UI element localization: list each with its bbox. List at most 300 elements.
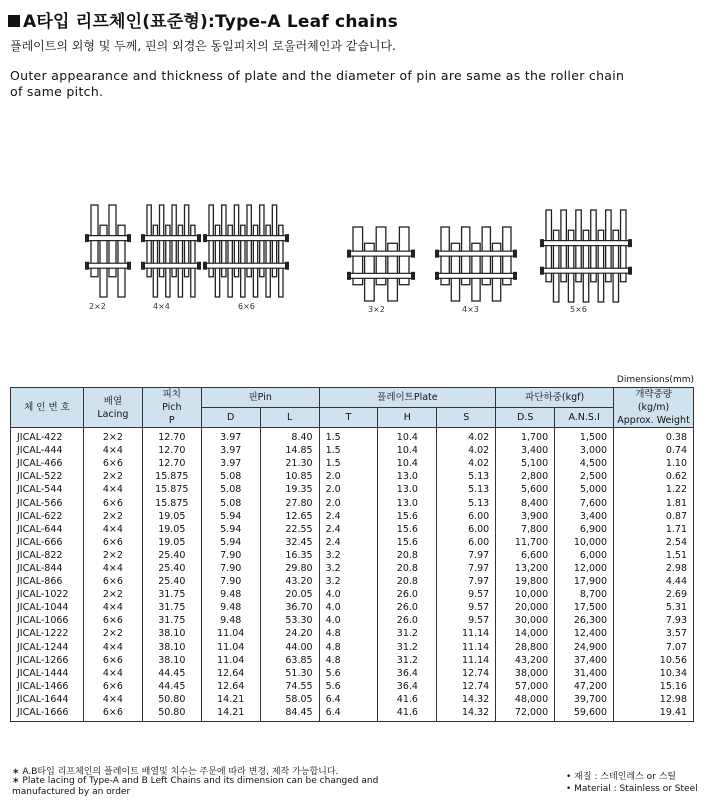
cell-plate-t: 6.4	[319, 706, 378, 722]
cell-ds: 10,000	[496, 588, 555, 601]
figure-label-3x2: 3×2	[368, 305, 385, 314]
cell-plate-t: 3.2	[319, 575, 378, 588]
cell-pin-d: 3.97	[201, 457, 260, 470]
table-row	[11, 588, 694, 601]
cell-plate-t: 3.2	[319, 562, 378, 575]
chain-figure-6x6	[203, 205, 289, 297]
cell-weight: 2.69	[614, 588, 694, 601]
cell-weight: 1.71	[614, 523, 694, 536]
cell-pin-d: 11.04	[201, 641, 260, 654]
cell-ansi: 17,500	[555, 601, 614, 614]
cell-lacing: 2×2	[83, 588, 142, 601]
cell-chain-no: JICAL-1022	[11, 588, 84, 601]
cell-ds: 57,000	[496, 680, 555, 693]
cell-ds: 72,000	[496, 706, 555, 722]
header-pitch-kr: 피치	[162, 389, 181, 400]
cell-pin-l: 16.35	[260, 549, 319, 562]
cell-plate-t: 1.5	[319, 444, 378, 457]
cell-lacing: 2×2	[83, 549, 142, 562]
cell-ansi: 3,000	[555, 444, 614, 457]
cell-plate-h: 41.6	[378, 693, 437, 706]
cell-pitch: 50.80	[142, 693, 201, 706]
cell-pitch: 50.80	[142, 706, 201, 722]
cell-ds: 7,800	[496, 523, 555, 536]
cell-pin-l: 29.80	[260, 562, 319, 575]
cell-plate-h: 20.8	[378, 549, 437, 562]
description-english: Outer appearance and thickness of plate and the diameter of pin are same as the roller chain of same pitch.	[10, 68, 625, 99]
cell-lacing: 2×2	[83, 627, 142, 640]
cell-weight: 1.51	[614, 549, 694, 562]
cell-ansi: 6,900	[555, 523, 614, 536]
cell-weight: 1.10	[614, 457, 694, 470]
header-chain-no: 체 인 번 호	[11, 388, 84, 428]
cell-lacing: 6×6	[83, 706, 142, 722]
cell-ds: 13,200	[496, 562, 555, 575]
table-row	[11, 693, 694, 706]
cell-ds: 1,700	[496, 428, 555, 445]
cell-lacing: 4×4	[83, 601, 142, 614]
cell-plate-t: 2.0	[319, 496, 378, 509]
header-pin: 핀Pin	[201, 388, 319, 408]
cell-pitch: 19.05	[142, 536, 201, 549]
cell-plate-s: 6.00	[437, 510, 496, 523]
cell-pitch: 38.10	[142, 627, 201, 640]
cell-plate-h: 15.6	[378, 536, 437, 549]
cell-plate-t: 4.8	[319, 654, 378, 667]
figure-label-2x2: 2×2	[89, 302, 106, 311]
cell-pitch: 25.40	[142, 549, 201, 562]
table-row	[11, 536, 694, 549]
cell-pin-d: 5.94	[201, 510, 260, 523]
cell-ds: 5,600	[496, 483, 555, 496]
cell-pitch: 38.10	[142, 641, 201, 654]
cell-plate-t: 4.8	[319, 627, 378, 640]
chain-figure-4x4	[141, 205, 201, 297]
header-weight-kr: 개략중량	[635, 389, 672, 400]
table-row	[11, 428, 694, 445]
material-korean: • 재질 : 스테인레스 or 스틸	[566, 772, 677, 782]
cell-ds: 19,800	[496, 575, 555, 588]
cell-pin-d: 14.21	[201, 706, 260, 722]
cell-ansi: 8,700	[555, 588, 614, 601]
cell-weight: 2.54	[614, 536, 694, 549]
cell-ansi: 17,900	[555, 575, 614, 588]
cell-plate-t: 4.8	[319, 641, 378, 654]
cell-ansi: 31,400	[555, 667, 614, 680]
header-breaking-load: 파단하중(kgf)	[496, 388, 614, 408]
cell-pin-d: 14.21	[201, 693, 260, 706]
cell-lacing: 6×6	[83, 654, 142, 667]
cell-plate-s: 5.13	[437, 483, 496, 496]
cell-plate-t: 2.0	[319, 470, 378, 483]
spec-table-body	[11, 428, 694, 722]
cell-pin-d: 7.90	[201, 562, 260, 575]
cell-ansi: 39,700	[555, 693, 614, 706]
cell-ds: 6,600	[496, 549, 555, 562]
cell-weight: 19.41	[614, 706, 694, 722]
table-row	[11, 510, 694, 523]
table-row	[11, 496, 694, 509]
header-pin-d: D	[201, 408, 260, 428]
cell-pin-d: 3.97	[201, 444, 260, 457]
cell-ds: 3,900	[496, 510, 555, 523]
cell-ds: 38,000	[496, 667, 555, 680]
cell-plate-s: 9.57	[437, 588, 496, 601]
table-row	[11, 523, 694, 536]
cell-ansi: 7,600	[555, 496, 614, 509]
cell-plate-t: 4.0	[319, 601, 378, 614]
cell-chain-no: JICAL-544	[11, 483, 84, 496]
figure-label-5x6: 5×6	[570, 305, 587, 314]
cell-pin-l: 24.20	[260, 627, 319, 640]
cell-chain-no: JICAL-1644	[11, 693, 84, 706]
cell-pitch: 44.45	[142, 680, 201, 693]
header-weight-unit: (kg/m)	[637, 402, 670, 413]
header-pitch-en: Pich	[162, 402, 182, 413]
cell-ds: 5,100	[496, 457, 555, 470]
cell-pitch: 31.75	[142, 588, 201, 601]
cell-plate-t: 5.6	[319, 680, 378, 693]
cell-weight: 1.22	[614, 483, 694, 496]
cell-pitch: 38.10	[142, 654, 201, 667]
cell-pin-l: 22.55	[260, 523, 319, 536]
cell-pin-l: 84.45	[260, 706, 319, 722]
cell-pitch: 12.70	[142, 457, 201, 470]
cell-pitch: 19.05	[142, 523, 201, 536]
cell-weight: 0.87	[614, 510, 694, 523]
cell-plate-s: 4.02	[437, 444, 496, 457]
cell-ds: 20,000	[496, 601, 555, 614]
cell-plate-h: 36.4	[378, 680, 437, 693]
cell-ansi: 4,500	[555, 457, 614, 470]
table-row	[11, 654, 694, 667]
table-row	[11, 680, 694, 693]
cell-ds: 48,000	[496, 693, 555, 706]
cell-weight: 15.16	[614, 680, 694, 693]
cell-ds: 43,200	[496, 654, 555, 667]
cell-chain-no: JICAL-566	[11, 496, 84, 509]
cell-plate-s: 11.14	[437, 654, 496, 667]
cell-plate-h: 31.2	[378, 641, 437, 654]
cell-plate-t: 4.0	[319, 588, 378, 601]
cell-pitch: 15.875	[142, 470, 201, 483]
cell-chain-no: JICAL-644	[11, 523, 84, 536]
cell-ansi: 47,200	[555, 680, 614, 693]
cell-lacing: 2×2	[83, 510, 142, 523]
cell-plate-h: 20.8	[378, 575, 437, 588]
cell-pitch: 31.75	[142, 614, 201, 627]
cell-ansi: 12,400	[555, 627, 614, 640]
cell-ansi: 6,000	[555, 549, 614, 562]
cell-plate-s: 12.74	[437, 680, 496, 693]
cell-ds: 30,000	[496, 614, 555, 627]
cell-pin-d: 5.08	[201, 470, 260, 483]
cell-plate-s: 5.13	[437, 496, 496, 509]
table-row	[11, 601, 694, 614]
chain-figure-5x6	[540, 210, 632, 302]
cell-lacing: 4×4	[83, 693, 142, 706]
cell-plate-t: 3.2	[319, 549, 378, 562]
cell-chain-no: JICAL-622	[11, 510, 84, 523]
cell-lacing: 4×4	[83, 562, 142, 575]
cell-plate-s: 11.14	[437, 627, 496, 640]
header-lacing	[83, 388, 142, 428]
cell-pitch: 12.70	[142, 428, 201, 445]
cell-pin-l: 32.45	[260, 536, 319, 549]
cell-pitch: 31.75	[142, 601, 201, 614]
cell-ansi: 2,500	[555, 470, 614, 483]
cell-chain-no: JICAL-866	[11, 575, 84, 588]
cell-chain-no: JICAL-1044	[11, 601, 84, 614]
cell-plate-s: 5.13	[437, 470, 496, 483]
cell-plate-t: 2.4	[319, 523, 378, 536]
cell-plate-s: 6.00	[437, 523, 496, 536]
cell-ansi: 26,300	[555, 614, 614, 627]
cell-plate-h: 13.0	[378, 470, 437, 483]
cell-pin-d: 5.08	[201, 483, 260, 496]
cell-pin-d: 5.08	[201, 496, 260, 509]
cell-pin-l: 8.40	[260, 428, 319, 445]
cell-plate-h: 41.6	[378, 706, 437, 722]
spec-table	[10, 387, 694, 722]
cell-weight: 7.93	[614, 614, 694, 627]
cell-lacing: 6×6	[83, 614, 142, 627]
cell-plate-h: 15.6	[378, 510, 437, 523]
chain-figure-4x3	[435, 227, 517, 301]
cell-plate-t: 2.4	[319, 510, 378, 523]
cell-chain-no: JICAL-1266	[11, 654, 84, 667]
table-row	[11, 549, 694, 562]
header-lacing-en: Lacing	[97, 408, 129, 420]
cell-ansi: 3,400	[555, 510, 614, 523]
cell-plate-h: 10.4	[378, 444, 437, 457]
table-row	[11, 483, 694, 496]
cell-plate-h: 26.0	[378, 601, 437, 614]
cell-pin-l: 10.85	[260, 470, 319, 483]
cell-chain-no: JICAL-422	[11, 428, 84, 445]
cell-weight: 2.98	[614, 562, 694, 575]
footnote-english: ∗ Plate lacing of Type-A and B Left Chains and its dimension can be changed and manufactured by an order	[12, 776, 379, 797]
cell-plate-s: 9.57	[437, 614, 496, 627]
header-pitch-sym: P	[168, 415, 175, 426]
cell-pin-d: 12.64	[201, 667, 260, 680]
header-pitch	[142, 388, 201, 428]
cell-weight: 5.31	[614, 601, 694, 614]
cell-plate-t: 6.4	[319, 693, 378, 706]
cell-pin-d: 7.90	[201, 549, 260, 562]
cell-pin-l: 19.35	[260, 483, 319, 496]
cell-pin-l: 14.85	[260, 444, 319, 457]
cell-plate-s: 7.97	[437, 562, 496, 575]
dimensions-note: Dimensions(mm)	[616, 375, 694, 385]
cell-plate-h: 26.0	[378, 614, 437, 627]
cell-plate-h: 13.0	[378, 483, 437, 496]
cell-weight: 4.44	[614, 575, 694, 588]
header-ds: D.S	[496, 408, 555, 428]
header-weight-en: Approx. Weight	[617, 415, 690, 426]
cell-lacing: 6×6	[83, 457, 142, 470]
cell-chain-no: JICAL-444	[11, 444, 84, 457]
cell-plate-s: 7.97	[437, 575, 496, 588]
cell-ansi: 59,600	[555, 706, 614, 722]
cell-weight: 12.98	[614, 693, 694, 706]
cell-plate-t: 2.0	[319, 483, 378, 496]
cell-plate-s: 7.97	[437, 549, 496, 562]
cell-plate-h: 31.2	[378, 654, 437, 667]
cell-ds: 14,000	[496, 627, 555, 640]
cell-weight: 0.38	[614, 428, 694, 445]
header-plate-h: H	[378, 408, 437, 428]
cell-pin-l: 27.80	[260, 496, 319, 509]
table-row	[11, 641, 694, 654]
cell-pin-d: 9.48	[201, 588, 260, 601]
table-row	[11, 444, 694, 457]
cell-lacing: 6×6	[83, 536, 142, 549]
chain-figure-2x2	[85, 205, 131, 297]
cell-ansi: 37,400	[555, 654, 614, 667]
cell-pin-d: 11.04	[201, 654, 260, 667]
cell-pitch: 15.875	[142, 483, 201, 496]
cell-pin-d: 3.97	[201, 428, 260, 445]
cell-plate-h: 31.2	[378, 627, 437, 640]
cell-plate-t: 2.4	[319, 536, 378, 549]
cell-pitch: 44.45	[142, 667, 201, 680]
cell-plate-t: 5.6	[319, 667, 378, 680]
cell-pin-d: 12.64	[201, 680, 260, 693]
cell-weight: 7.07	[614, 641, 694, 654]
cell-chain-no: JICAL-1444	[11, 667, 84, 680]
cell-pin-l: 36.70	[260, 601, 319, 614]
table-row	[11, 562, 694, 575]
cell-pin-d: 9.48	[201, 601, 260, 614]
cell-plate-h: 13.0	[378, 496, 437, 509]
cell-plate-t: 1.5	[319, 457, 378, 470]
cell-pin-l: 53.30	[260, 614, 319, 627]
cell-chain-no: JICAL-1244	[11, 641, 84, 654]
chain-figure-3x2	[347, 227, 415, 301]
cell-pin-d: 7.90	[201, 575, 260, 588]
cell-lacing: 2×2	[83, 428, 142, 445]
header-weight	[614, 388, 694, 428]
page-title	[8, 7, 398, 32]
cell-chain-no: JICAL-1466	[11, 680, 84, 693]
cell-lacing: 4×4	[83, 444, 142, 457]
cell-pin-l: 20.05	[260, 588, 319, 601]
cell-pitch: 12.70	[142, 444, 201, 457]
table-row	[11, 457, 694, 470]
cell-pitch: 25.40	[142, 575, 201, 588]
cell-ds: 2,800	[496, 470, 555, 483]
cell-plate-s: 4.02	[437, 428, 496, 445]
table-row	[11, 614, 694, 627]
header-lacing-kr: 배열	[103, 395, 123, 407]
cell-pin-l: 58.05	[260, 693, 319, 706]
cell-plate-s: 11.14	[437, 641, 496, 654]
cell-ds: 11,700	[496, 536, 555, 549]
cell-plate-t: 1.5	[319, 428, 378, 445]
cell-plate-s: 4.02	[437, 457, 496, 470]
cell-weight: 1.81	[614, 496, 694, 509]
figure-label-4x3: 4×3	[462, 305, 479, 314]
cell-plate-s: 6.00	[437, 536, 496, 549]
cell-chain-no: JICAL-844	[11, 562, 84, 575]
figure-label-4x4: 4×4	[153, 302, 170, 311]
cell-plate-s: 12.74	[437, 667, 496, 680]
cell-pin-l: 44.00	[260, 641, 319, 654]
cell-pin-d: 5.94	[201, 523, 260, 536]
cell-weight: 0.62	[614, 470, 694, 483]
cell-plate-s: 14.32	[437, 693, 496, 706]
cell-plate-h: 26.0	[378, 588, 437, 601]
header-pin-l: L	[260, 408, 319, 428]
footnote-korean: ∗ A.B타입 리프체인의 플레이트 배열및 치수는 주문에 따라 변경, 제작 가능합니다.	[12, 767, 339, 777]
cell-lacing: 6×6	[83, 496, 142, 509]
cell-ds: 3,400	[496, 444, 555, 457]
header-plate: 플레이트Plate	[319, 388, 496, 408]
cell-lacing: 4×4	[83, 483, 142, 496]
cell-chain-no: JICAL-1666	[11, 706, 84, 722]
cell-pin-l: 63.85	[260, 654, 319, 667]
cell-chain-no: JICAL-466	[11, 457, 84, 470]
cell-ansi: 12,000	[555, 562, 614, 575]
cell-ds: 8,400	[496, 496, 555, 509]
header-ansi: A.N.S.I	[555, 408, 614, 428]
cell-plate-h: 36.4	[378, 667, 437, 680]
cell-pin-d: 9.48	[201, 614, 260, 627]
cell-ansi: 1,500	[555, 428, 614, 445]
cell-plate-t: 4.0	[319, 614, 378, 627]
cell-ds: 28,800	[496, 641, 555, 654]
cell-weight: 10.34	[614, 667, 694, 680]
cell-plate-s: 14.32	[437, 706, 496, 722]
cell-pin-d: 11.04	[201, 627, 260, 640]
cell-weight: 0.74	[614, 444, 694, 457]
table-row	[11, 470, 694, 483]
cell-pitch: 25.40	[142, 562, 201, 575]
table-row	[11, 575, 694, 588]
cell-lacing: 2×2	[83, 470, 142, 483]
header-plate-t: T	[319, 408, 378, 428]
cell-plate-h: 10.4	[378, 457, 437, 470]
chain-figures	[0, 195, 712, 325]
cell-pin-l: 74.55	[260, 680, 319, 693]
figure-label-6x6: 6×6	[238, 302, 255, 311]
square-bullet-icon	[8, 15, 20, 27]
cell-lacing: 4×4	[83, 523, 142, 536]
cell-chain-no: JICAL-522	[11, 470, 84, 483]
cell-lacing: 4×4	[83, 667, 142, 680]
cell-plate-h: 20.8	[378, 562, 437, 575]
cell-pin-l: 12.65	[260, 510, 319, 523]
cell-pitch: 15.875	[142, 496, 201, 509]
cell-pin-l: 51.30	[260, 667, 319, 680]
page-title-text: A타입 리프체인(표준형):Type-A Leaf chains	[23, 12, 398, 32]
cell-ansi: 10,000	[555, 536, 614, 549]
cell-pitch: 19.05	[142, 510, 201, 523]
header-plate-s: S	[437, 408, 496, 428]
cell-pin-l: 21.30	[260, 457, 319, 470]
cell-ansi: 24,900	[555, 641, 614, 654]
table-row	[11, 627, 694, 640]
cell-weight: 3.57	[614, 627, 694, 640]
cell-pin-l: 43.20	[260, 575, 319, 588]
cell-plate-h: 15.6	[378, 523, 437, 536]
cell-chain-no: JICAL-666	[11, 536, 84, 549]
cell-chain-no: JICAL-1222	[11, 627, 84, 640]
description-korean: 플레이트의 외형 및 두께, 핀의 외경은 동일피치의 로울러체인과 같습니다.	[10, 39, 396, 53]
cell-ansi: 5,000	[555, 483, 614, 496]
material-note	[566, 771, 698, 795]
